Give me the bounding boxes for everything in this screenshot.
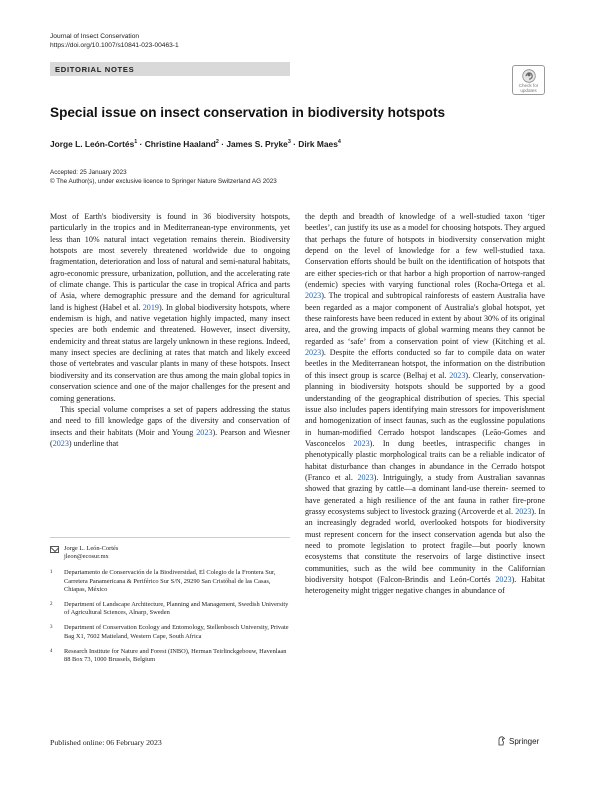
published-online-date: Published online: 06 February 2023	[50, 738, 162, 747]
journal-name: Journal of Insect Conservation	[50, 33, 140, 40]
author-name[interactable]: Dirk Maes	[298, 139, 338, 149]
affiliation-text: Departamento de Conservación de la Biodiversidad, El Colegio de la Frontera Sur, Carretera Panamericana & Periférico Sur S/N, 29290 San Cristóbal de las Casas, Chiapas, México	[64, 569, 276, 593]
citation-link[interactable]: 2023	[449, 370, 466, 380]
affiliation-text: Department of Conservation Ecology and Entomology, Stellenbosch University, Private Bag X1, 7602 Matieland, Western Cape, South Africa	[64, 624, 289, 640]
affiliation-text: Department of Landscape Architecture, Planning and Management, Swedish University of Agricultural Sciences, Alnarp, Sweden	[64, 601, 289, 617]
author-name[interactable]: James S. Pryke	[226, 139, 288, 149]
springer-horse-icon	[497, 736, 506, 746]
citation-link[interactable]: 2023	[495, 575, 512, 584]
affiliation-number: 3	[50, 625, 53, 631]
doi-link[interactable]: https://doi.org/10.1007/s10841-023-00463-1	[50, 42, 179, 49]
affiliation-item	[50, 601, 290, 617]
author-name[interactable]: Christine Haaland	[144, 139, 216, 149]
affiliation-item	[50, 569, 290, 594]
check-updates-icon	[522, 69, 536, 83]
body-paragraph: Most of Earth's biodiversity is found in 36 biodiversity hotspots, particularly in the tropics and in Mediterranean-type environments, yet less than 10% natural intact vegetation remains therein. Biodiversity hotspots are most severely threatened worldwide due to ongoing fragmentation, deterioration and loss of natural and semi-natural habitats, agro-economic pressure, urbanization, pollution, and the accelerating rate of climate change. This is particular the case in tropical Africa and parts of Asia, where demographic pressure and the demand for agricultural land is highest (Habel et al. 2019). In global biodiversity hotspots, where endemism is high, and native vegetation highly impacted, many insect species are both endemic and threatened. However, insect diversity, endemicity and threat status are largely unknown in these regions. Indeed, many insect species are declining at rates that match and likely exceed those of vertebrates and vascular plants in many of these hotspots. Insect biodiversity and its conservation are thus among the main global topics in conservation science and one of the major challenges for the present and coming generations.	[50, 212, 290, 403]
journal-header	[50, 32, 179, 50]
author-affiliation-ref: 4	[337, 139, 341, 146]
check-for-updates-badge[interactable]	[512, 65, 545, 95]
section-banner: EDITORIAL NOTES	[50, 62, 290, 76]
article-title: Special issue on insect conservation in biodiversity hotspots	[50, 105, 446, 120]
affiliation-item	[50, 648, 290, 664]
affiliation-number: 4	[50, 648, 53, 654]
check-updates-line2: updates	[520, 88, 537, 93]
publisher-logo	[497, 736, 539, 746]
affiliation-item	[50, 624, 290, 640]
affiliation-number: 2	[50, 602, 53, 608]
body-column-left	[50, 211, 290, 449]
author-affiliation-ref: 2	[215, 139, 219, 146]
citation-link[interactable]: 2023	[305, 348, 322, 358]
citation-link[interactable]: 2023	[515, 506, 532, 516]
citation-link[interactable]: 2023	[196, 427, 213, 437]
citation-link[interactable]: 2023	[305, 291, 322, 301]
correspondence-name: Jorge L. León‑Cortés	[64, 545, 119, 552]
check-updates-line1: Check for	[518, 83, 539, 88]
accepted-date: Accepted: 25 January 2023	[50, 169, 127, 176]
author-list: Jorge L. León‑Cortés$^1$ · Christine Haaland$^2$ · James S. Pryke$^3$ · Dirk Maes$^4$	[50, 139, 341, 149]
affiliation-number: 1	[50, 570, 53, 576]
citation-link[interactable]: 2023	[52, 438, 69, 448]
copyright-notice: © The Author(s), under exclusive licence to Springer Nature Switzerland AG 2023	[50, 177, 277, 185]
author-name[interactable]: Jorge L. León‑Cortés	[50, 139, 135, 149]
affiliation-text: Research Institute for Nature and Forest (INBO), Herman Teirlinckgebouw, Havenlaan 88 Box 73, 1000 Brussels, Belgium	[64, 647, 287, 664]
body-paragraph: the depth and breadth of knowledge of a well-studied taxon ‘tiger beetles’, can justify its use as a model for choosing hotspots. They argued that perhaps the future of hotspots in biodiversity conservation might depend on the level of knowledge for a few well-studied taxa. Conservation efforts should be built on the identification of hotspots that are either species-rich or that harbor a high proportion of narrow-ranged (endemic) species with varying functional roles (Rocha-Ortega et al. 2023). The tropical and subtropical rainforests of eastern Australia have been regarded as a major component of Australia's global hotspot, yet these rainforests have been reduced in extent by about 30% of its original area, and the growing impacts of global warming means they cannot be regarded as ‘safe’ from a conservation point of view (Kitching et al. 2023). Despite the efforts conducted so far to compile data on water beetles in the Mediterranean hotspot, the information on the distribution of this insect group is scarce (Belhaj et al. 2023). Clearly, conservation-planning in biodiversity hotspots should be supported by a good understanding of the geographical distribution of species. This special issue also includes papers identifying main stressors for impoverishment and homogenization of insect faunas, such as the euglossine populations in human-modified Cerrado hotspot landscapes (Leão-Gomes and Vasconcelos 2023). In dung beetles, intraspecific changes in phenotypically plastic morphological traits can be a reliable indicator of habitat disturbance than changes in abundance in the Cerrado hotspot (Franco et al. 2023). Intriguingly, a study from Australian savannas showed that grazing by cattle—a dominant land-use therein- seemed to have generated a high resilience of the ant fauna in rather fire-prone grassy ecosystems subject to livestock grazing (Arcoverde et al. 2023). In an increasingly degraded world, overlooked hotspots for biodiversity must represent concern for the insect conservation agenda but also the need to promote legislation to protect fragile—but poorly known ecosystems that constitute the reservoirs of large distinctive insect communities, such as the wild bee community in the Californian biodiversity hotspot (Falcon-Brindis and León-Cortés 2023). Habitat heterogeneity might trigger negative changes in abundance of	[305, 212, 546, 596]
citation-link[interactable]: 2023	[353, 438, 370, 448]
correspondence-email[interactable]: jleon@ecosur.mx	[64, 553, 109, 561]
body-column-right	[305, 211, 545, 597]
body-paragraph: This special volume comprises a set of papers addressing the status and need to fill knowledge gaps of the diversity and conservation of insects and their habitats (Moir and Young 2023). Pearson and Wiesner (2023) underline that	[50, 404, 290, 448]
correspondence-block	[50, 545, 290, 561]
publisher-name: Springer	[509, 736, 540, 746]
author-affiliation-ref: 3	[287, 139, 291, 146]
citation-link[interactable]: 2023	[357, 472, 374, 482]
footnotes	[50, 537, 290, 671]
article-dates	[50, 169, 277, 186]
envelope-icon	[50, 546, 59, 553]
citation-link[interactable]: 2019	[142, 302, 159, 312]
author-affiliation-ref: 1	[134, 139, 138, 146]
